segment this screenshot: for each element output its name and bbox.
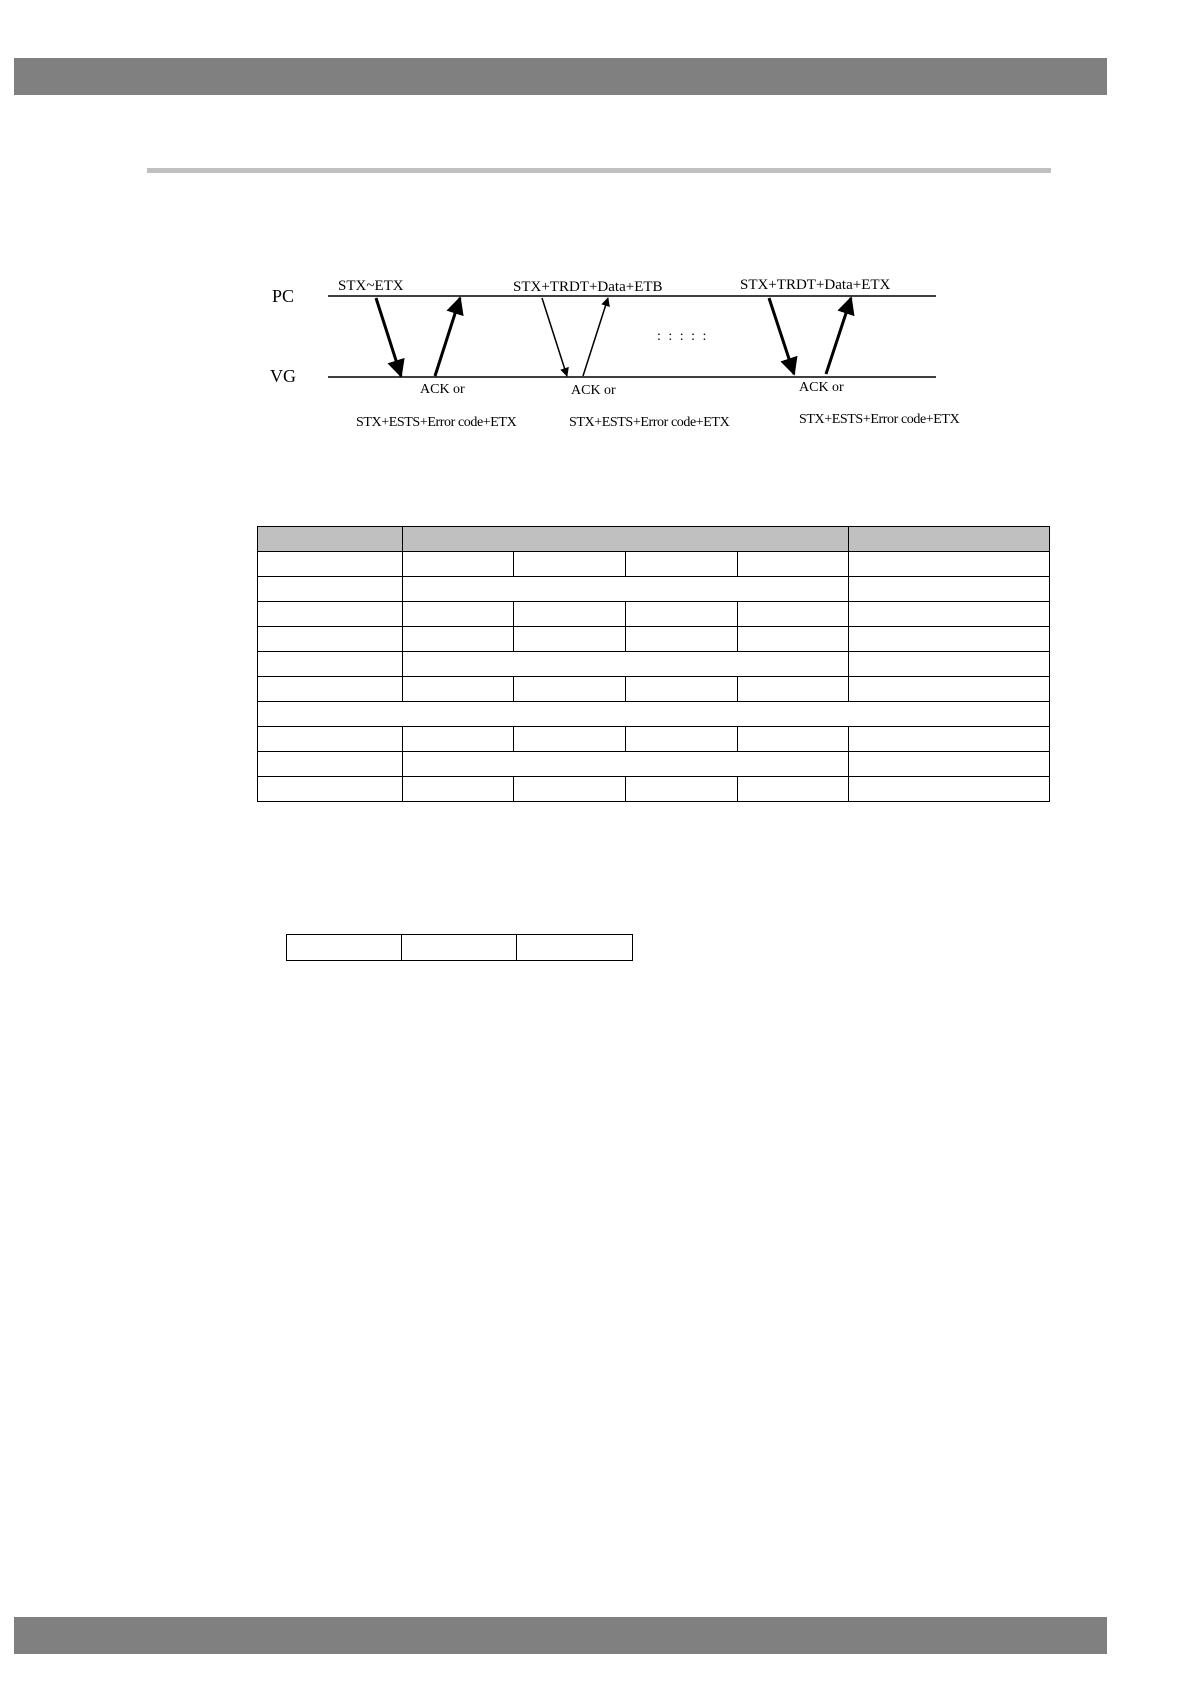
reply-error-label-2: STX+ESTS+Error code+ETX [569,415,730,430]
table-cell [403,577,849,602]
table-row [258,577,1050,602]
table-cell [403,727,514,752]
table-cell [626,552,738,577]
send-arrow-1 [376,298,401,376]
table-cell [258,702,1050,727]
page-header-bar [14,58,1107,95]
table-cell [258,652,403,677]
table-row [258,727,1050,752]
pc-lane-label: PC [272,286,295,306]
table-row [258,752,1050,777]
table-cell [403,552,514,577]
table-cell [849,627,1050,652]
page-footer-bar [14,1617,1107,1654]
table-cell [626,777,738,802]
table-cell [403,752,849,777]
table-cell [626,627,738,652]
table-cell [738,602,849,627]
section-divider [147,168,1051,173]
table-cell [403,677,514,702]
reply-arrow-3 [826,298,851,374]
table-cell [738,777,849,802]
table-cell [514,677,626,702]
reply-arrow-2 [583,298,608,376]
table-cell [287,935,402,961]
table-cell [738,677,849,702]
table-row [258,627,1050,652]
table-cell [849,727,1050,752]
table-row [258,677,1050,702]
table-cell [514,602,626,627]
table-row [258,652,1050,677]
table-cell [403,777,514,802]
table-cell [626,602,738,627]
table-cell [849,777,1050,802]
table-header-row [258,527,1050,552]
table-cell [258,677,403,702]
table-header-cell [403,527,849,552]
table-row [258,777,1050,802]
reply-arrow-1 [435,298,460,376]
error-code-table [286,934,633,961]
table-cell [517,935,633,961]
table-cell [403,627,514,652]
table-cell [258,752,403,777]
table-cell [258,602,403,627]
table-cell [849,602,1050,627]
table-cell [738,727,849,752]
table-cell [514,777,626,802]
table-cell [849,652,1050,677]
table-cell [258,777,403,802]
communication-sequence-diagram [260,260,1020,440]
reply-ack-label-1: ACK or [420,382,465,397]
table-cell [626,727,738,752]
table-cell [738,552,849,577]
table-cell [258,627,403,652]
table-cell [403,602,514,627]
send-label-3: STX+TRDT+Data+ETX [740,277,891,293]
table-cell [258,727,403,752]
table-row [258,702,1050,727]
data-format-table [257,526,1050,802]
reply-error-label-3: STX+ESTS+Error code+ETX [799,412,960,427]
table-cell [514,552,626,577]
table-cell [258,552,403,577]
send-arrow-3 [769,298,794,374]
send-arrow-2 [542,298,567,376]
table-cell [626,677,738,702]
table-row [258,552,1050,577]
sequence-ellipsis: : : : : : [657,329,709,344]
table-cell [849,577,1050,602]
reply-ack-label-2: ACK or [571,383,616,398]
table-header-cell [849,527,1050,552]
table-header-cell [258,527,403,552]
table-cell [403,652,849,677]
table-cell [849,552,1050,577]
table-cell [514,627,626,652]
vg-lane-label: VG [270,366,296,386]
table-cell [849,677,1050,702]
table-cell [514,727,626,752]
reply-error-label-1: STX+ESTS+Error code+ETX [356,415,517,430]
table-cell [849,752,1050,777]
send-label-2: STX+TRDT+Data+ETB [513,279,663,295]
table-row [287,935,633,961]
table-row [258,602,1050,627]
send-label-1: STX~ETX [338,278,404,294]
table-cell [738,627,849,652]
table-cell [258,577,403,602]
reply-ack-label-3: ACK or [799,380,844,395]
table-cell [402,935,517,961]
